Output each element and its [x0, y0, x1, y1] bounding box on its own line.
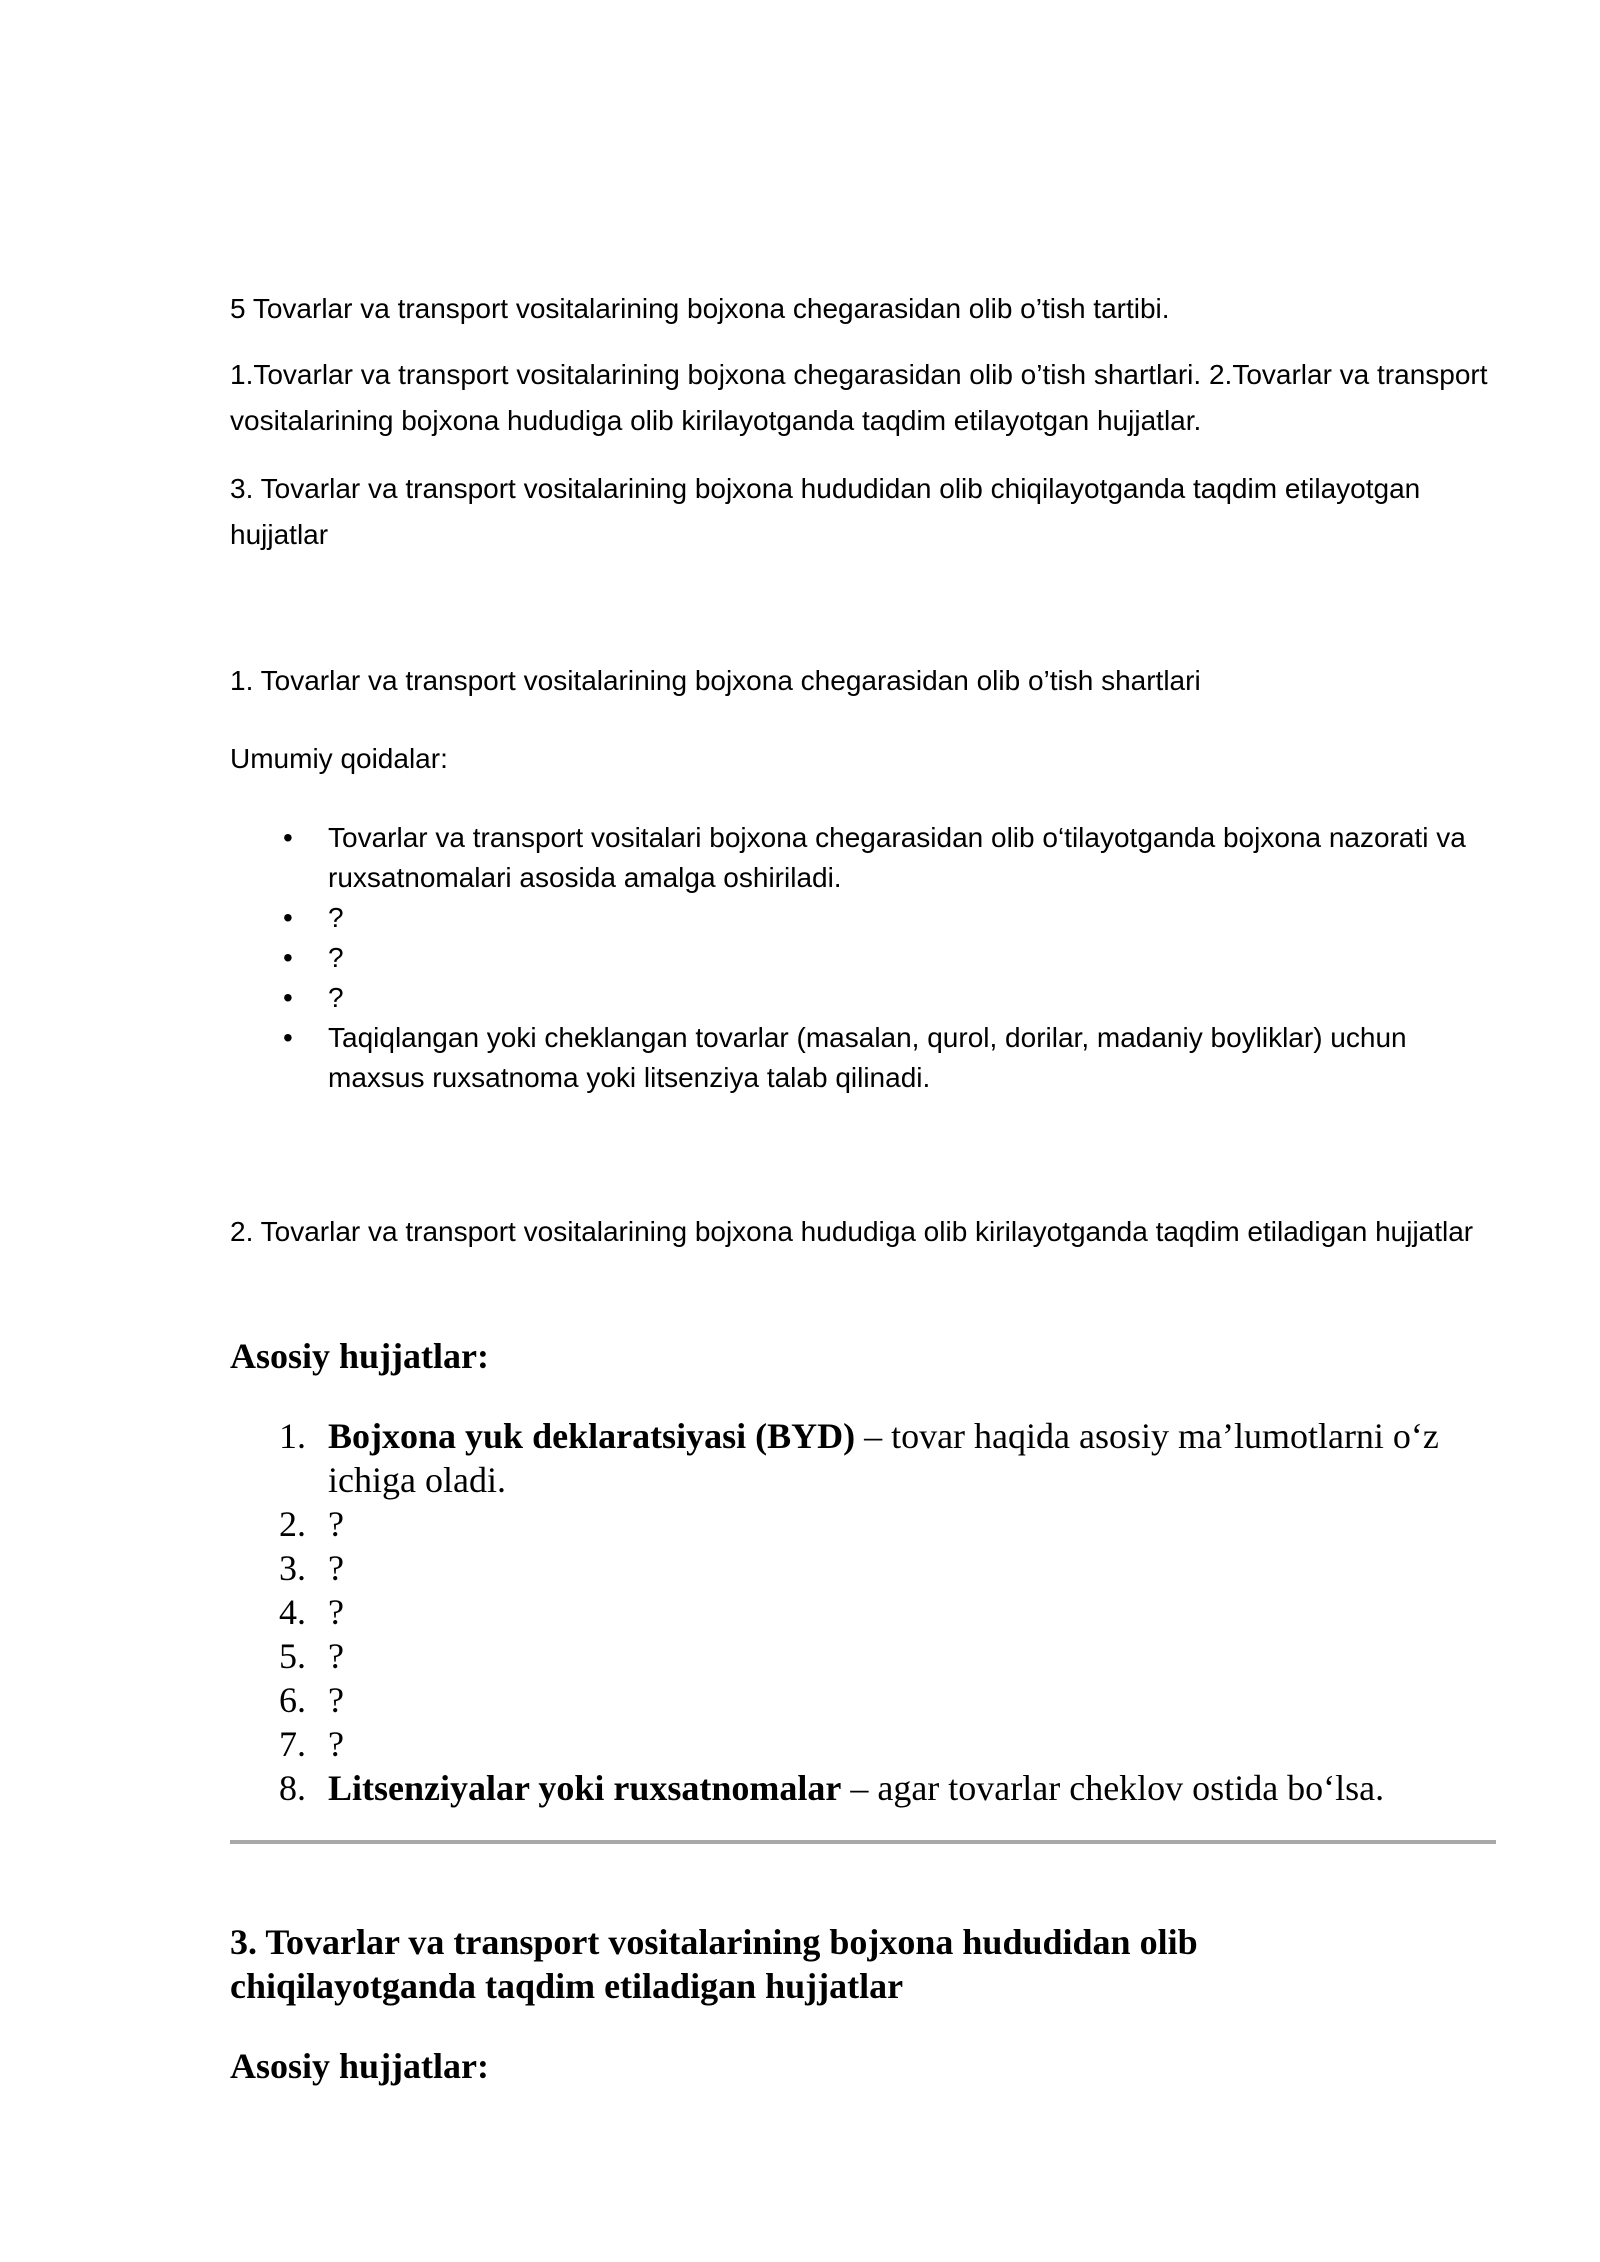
item-text: ? — [328, 1636, 344, 1676]
section2-heading: Asosiy hujjatlar: — [230, 1336, 489, 1376]
bullet-text: Tovarlar va transport vositalari bojxona chegarasidan olib o‘tilayotganda bojxona nazorati va ruxsatnomalari asosida amalga oshiriladi. — [328, 822, 1466, 893]
list-item — [230, 1546, 1500, 1590]
section2-numbered-list — [230, 1414, 1500, 1810]
item-number: 8. — [279, 1768, 306, 1808]
bullet-icon: • — [283, 822, 293, 853]
item-text: – tovar haqida asosiy ma’lumotlarni o‘z ichiga oladi. — [328, 1416, 1439, 1500]
list-item — [230, 938, 1500, 978]
item-number: 4. — [279, 1592, 306, 1632]
item-number: 2. — [279, 1504, 306, 1544]
section2-title: 2. Tovarlar va transport vositalarining bojxona hududiga olib kirilayotganda taqdim etiladigan hujjatlar — [230, 1216, 1474, 1247]
list-item — [230, 1722, 1500, 1766]
item-number: 7. — [279, 1724, 306, 1764]
bullet-text: ? — [328, 942, 344, 973]
section1-title: 1. Tovarlar va transport vositalarining bojxona chegarasidan olib o’tish shartlari — [230, 665, 1201, 696]
item-number: 6. — [279, 1680, 306, 1720]
list-item — [230, 898, 1500, 938]
item-text: – agar tovarlar cheklov ostida bo‘lsa. — [841, 1768, 1385, 1808]
list-item — [230, 1590, 1500, 1634]
bullet-text: ? — [328, 982, 344, 1013]
bullet-icon: • — [283, 942, 293, 973]
bullet-text: Taqiqlangan yoki cheklangan tovarlar (masalan, qurol, dorilar, madaniy boyliklar) uchun maxsus ruxsatnoma yoki litsenziya talab qilinadi. — [328, 1022, 1407, 1093]
bullet-icon: • — [283, 982, 293, 1013]
list-item — [230, 1634, 1500, 1678]
intro-line-1: 5 Tovarlar va transport vositalarining bojxona chegarasidan olib o’tish tartibi. — [230, 293, 1170, 324]
intro-line-2: 1.Tovarlar va transport vositalarining bojxona chegarasidan olib o’tish shartlari. 2.Tovarlar va transport vositalarining bojxona hududiga olib kirilayotganda taqdim etilayotgan hujjatlar. — [230, 359, 1488, 436]
section1-bullet-list — [230, 818, 1500, 1098]
item-bold-text: Litsenziyalar yoki ruxsatnomalar — [328, 1768, 842, 1808]
intro-line-3: 3. Tovarlar va transport vositalarining bojxona hududidan olib chiqilayotganda taqdim etilayotgan hujjatlar — [230, 473, 1421, 550]
item-number: 3. — [279, 1548, 306, 1588]
section3-title: 3. Tovarlar va transport vositalarining bojxona hududidan olib chiqilayotganda taqdim etiladigan hujjatlar — [230, 1922, 1198, 2006]
bullet-icon: • — [283, 902, 293, 933]
bullet-text: ? — [328, 902, 344, 933]
section1-subtitle: Umumiy qoidalar: — [230, 743, 448, 774]
horizontal-divider — [230, 1840, 1496, 1844]
section3-heading: Asosiy hujjatlar: — [230, 2046, 489, 2086]
item-text: ? — [328, 1504, 344, 1544]
item-text: ? — [328, 1724, 344, 1764]
item-number: 5. — [279, 1636, 306, 1676]
list-item — [230, 1678, 1500, 1722]
item-text: ? — [328, 1680, 344, 1720]
item-bold-text: Bojxona yuk deklaratsiyasi (BYD) — [328, 1416, 856, 1456]
bullet-icon: • — [283, 1022, 293, 1053]
item-number: 1. — [279, 1416, 306, 1456]
list-item — [230, 978, 1500, 1018]
list-item — [230, 1502, 1500, 1546]
list-item — [230, 1414, 1500, 1502]
list-item — [230, 1018, 1500, 1098]
list-item — [230, 1766, 1500, 1810]
item-text: ? — [328, 1548, 344, 1588]
list-item — [230, 818, 1500, 898]
item-text: ? — [328, 1592, 344, 1632]
